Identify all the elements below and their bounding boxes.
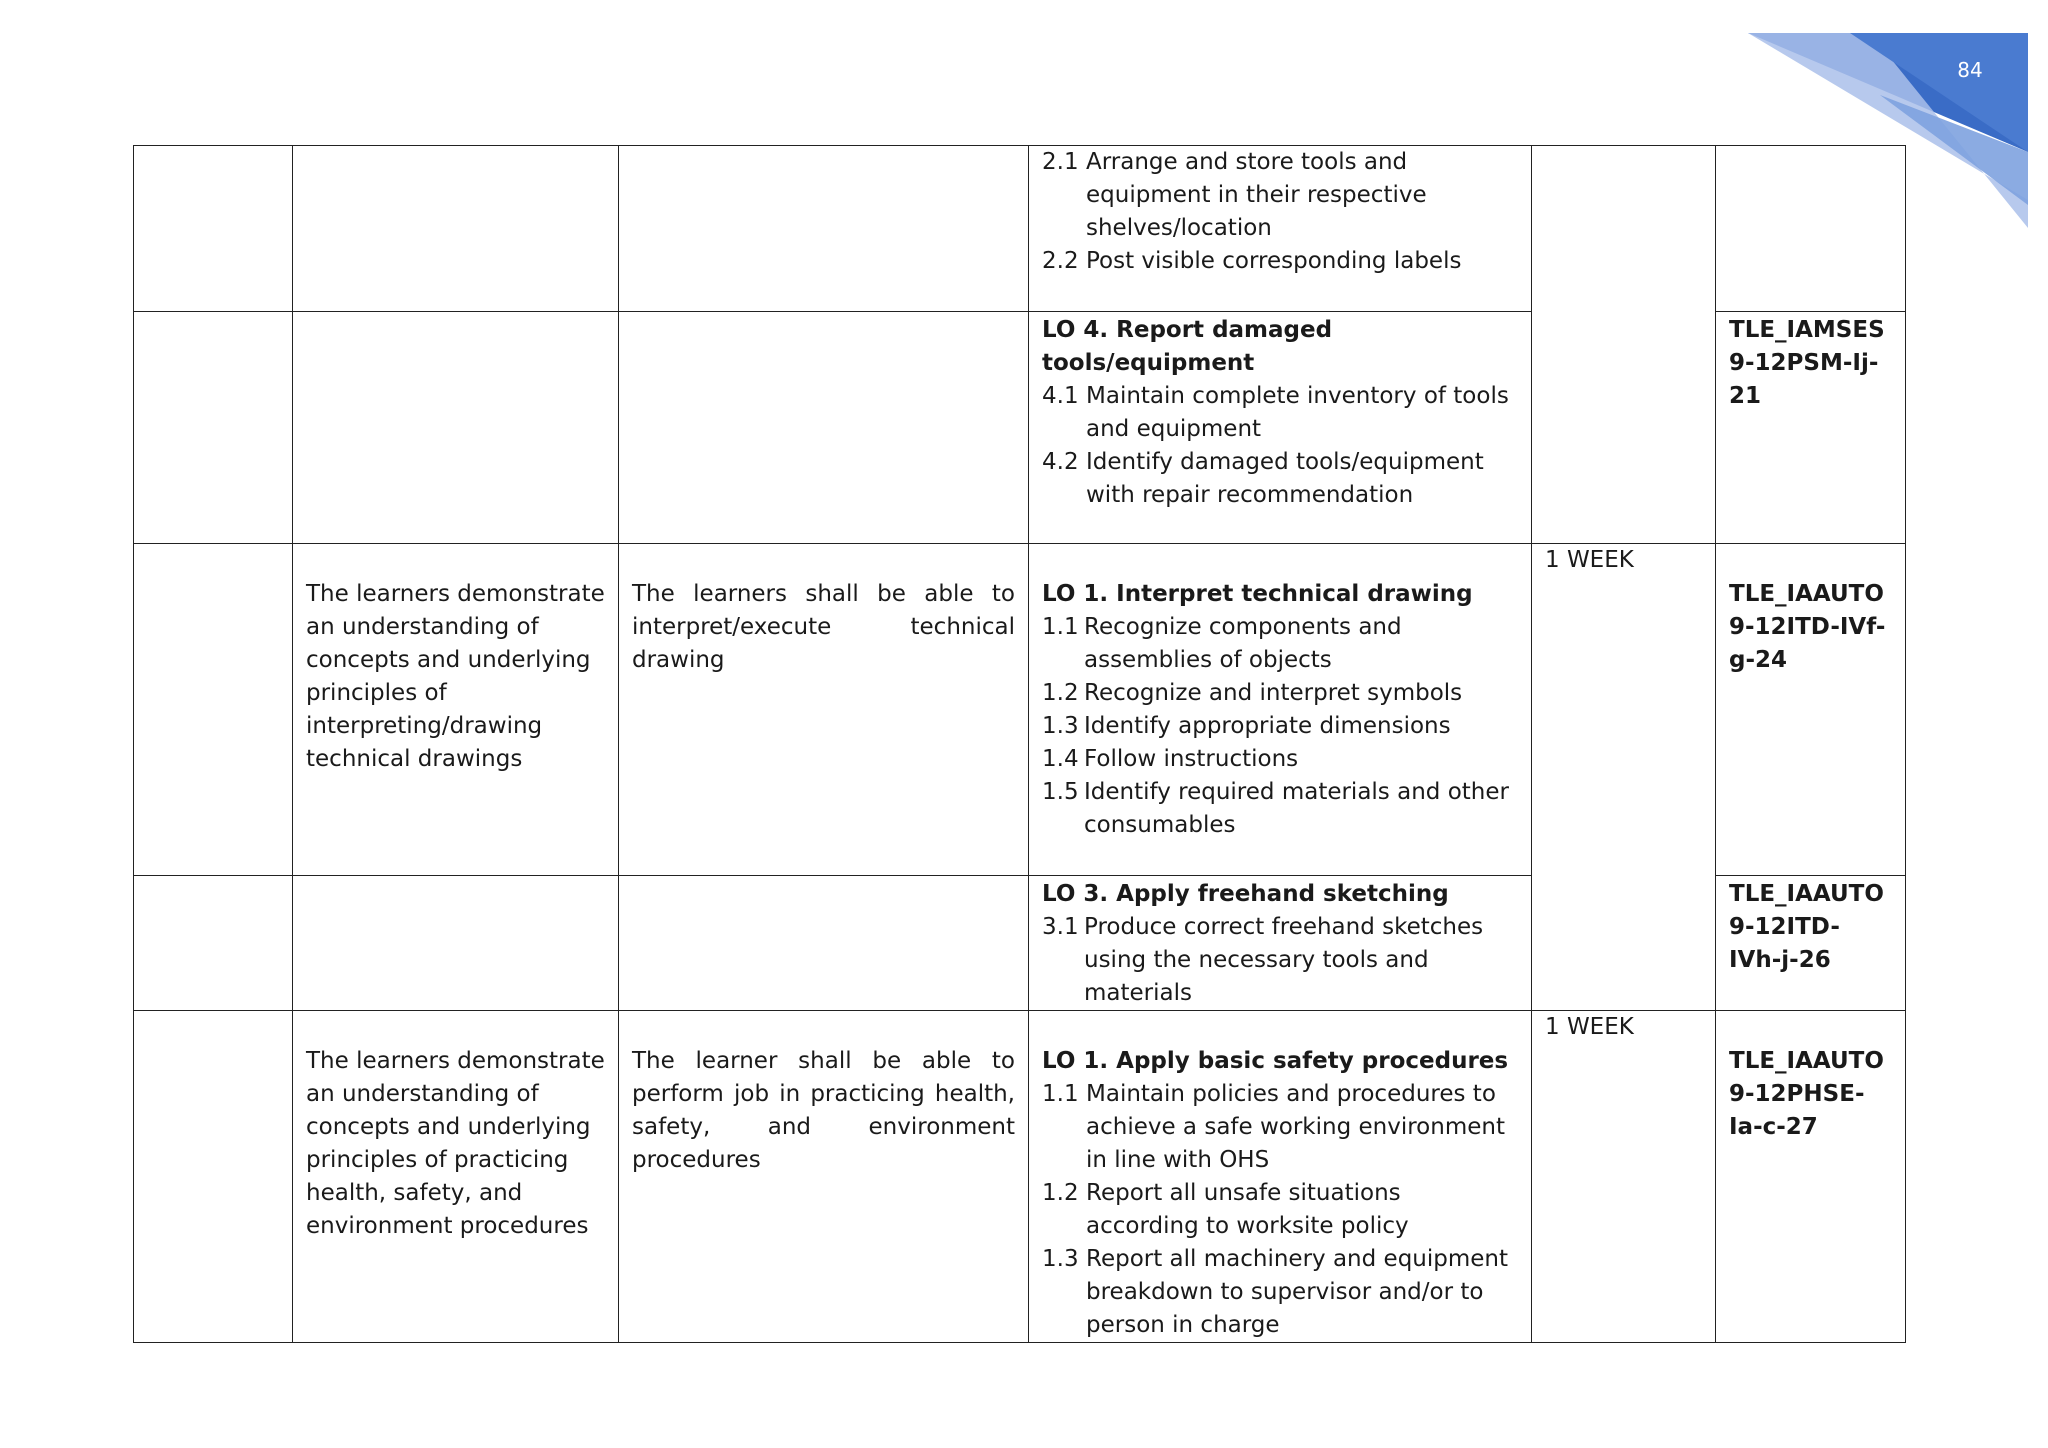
- competency-item: 1.2 Recognize and interpret symbols: [1042, 680, 1463, 706]
- competency-code: TLE_IAMSES9-12PSM-Ij-21: [1729, 317, 1885, 409]
- content-standard-cell: [293, 1011, 619, 1343]
- lo-title: LO 1. Apply basic safety procedures: [1042, 1048, 1509, 1074]
- competency-item: 1.5 Identify required materials and other consumables: [1042, 779, 1509, 838]
- content-standard-cell: [293, 312, 619, 544]
- learning-competency-cell: [1029, 312, 1532, 544]
- content-standard-text: The learners demonstrate an understanding of concepts and underlying principles of practicing health, safety, and environment procedures: [306, 1048, 605, 1239]
- code-cell: [1716, 876, 1906, 1011]
- learning-competency-cell: [1029, 1011, 1532, 1343]
- table-row: [134, 146, 1906, 312]
- content-cell: [134, 146, 293, 312]
- table-row: [134, 1011, 1906, 1343]
- competency-item: 1.3 Report all machinery and equipment breakdown to supervisor and/or to person in charge: [1042, 1246, 1509, 1338]
- content-standard-cell: [293, 146, 619, 312]
- performance-standard-text: The learners shall be able to interpret/execute technical drawing: [632, 581, 1015, 673]
- learning-competency-cell: [1029, 544, 1532, 876]
- competency-item: 4.2 Identify damaged tools/equipment with repair recommendation: [1042, 449, 1484, 508]
- lo-title: LO 4. Report damaged tools/equipment: [1042, 317, 1333, 376]
- performance-standard-cell: [619, 146, 1029, 312]
- duration-cell: [1532, 146, 1716, 544]
- content-cell: [134, 312, 293, 544]
- content-cell: [134, 876, 293, 1011]
- lo-title: LO 3. Apply freehand sketching: [1042, 881, 1449, 907]
- competency-code: TLE_IAAUTO9-12ITD-IVf-g-24: [1729, 581, 1886, 673]
- competency-item: 1.3 Identify appropriate dimensions: [1042, 713, 1451, 739]
- competency-item: 2.1 Arrange and store tools and equipment in their respective shelves/location: [1042, 149, 1427, 241]
- competency-code: TLE_IAAUTO9-12PHSE-Ia-c-27: [1729, 1048, 1884, 1140]
- content-cell: [134, 1011, 293, 1343]
- performance-standard-cell: [619, 544, 1029, 876]
- code-cell: [1716, 1011, 1906, 1343]
- curriculum-table: [133, 145, 1906, 1343]
- code-cell: [1716, 312, 1906, 544]
- content-standard-text: The learners demonstrate an understanding of concepts and underlying principles of interpreting/drawing technical drawings: [306, 581, 605, 772]
- duration-cell: [1532, 544, 1716, 1011]
- performance-standard-cell: [619, 312, 1029, 544]
- content-standard-cell: [293, 544, 619, 876]
- competency-code: TLE_IAAUTO9-12ITD-IVh-j-26: [1729, 881, 1884, 973]
- duration-text: 1 WEEK: [1545, 1014, 1634, 1040]
- performance-standard-text: The learner shall be able to perform job in practicing health, safety, and environment procedures: [632, 1048, 1015, 1173]
- duration-text: 1 WEEK: [1545, 547, 1634, 573]
- code-cell: [1716, 544, 1906, 876]
- duration-cell: [1532, 1011, 1716, 1343]
- competency-item: 4.1 Maintain complete inventory of tools and equipment: [1042, 383, 1509, 442]
- performance-standard-cell: [619, 876, 1029, 1011]
- learning-competency-cell: [1029, 146, 1532, 312]
- competency-item: 1.4 Follow instructions: [1042, 746, 1299, 772]
- competency-item: 1.2 Report all unsafe situations according to worksite policy: [1042, 1180, 1409, 1239]
- content-cell: [134, 544, 293, 876]
- competency-item: 1.1 Recognize components and assemblies of objects: [1042, 614, 1402, 673]
- code-cell: [1716, 146, 1906, 312]
- learning-competency-cell: [1029, 876, 1532, 1011]
- competency-item: 3.1 Produce correct freehand sketches using the necessary tools and materials: [1042, 914, 1484, 1006]
- performance-standard-cell: [619, 1011, 1029, 1343]
- lo-title: LO 1. Interpret technical drawing: [1042, 581, 1473, 607]
- competency-item: 1.1 Maintain policies and procedures to achieve a safe working environment in line with OHS: [1042, 1081, 1505, 1173]
- page-number: 84: [1957, 58, 1983, 82]
- table-row: [134, 544, 1906, 876]
- competency-item: 2.2 Post visible corresponding labels: [1042, 248, 1462, 274]
- content-standard-cell: [293, 876, 619, 1011]
